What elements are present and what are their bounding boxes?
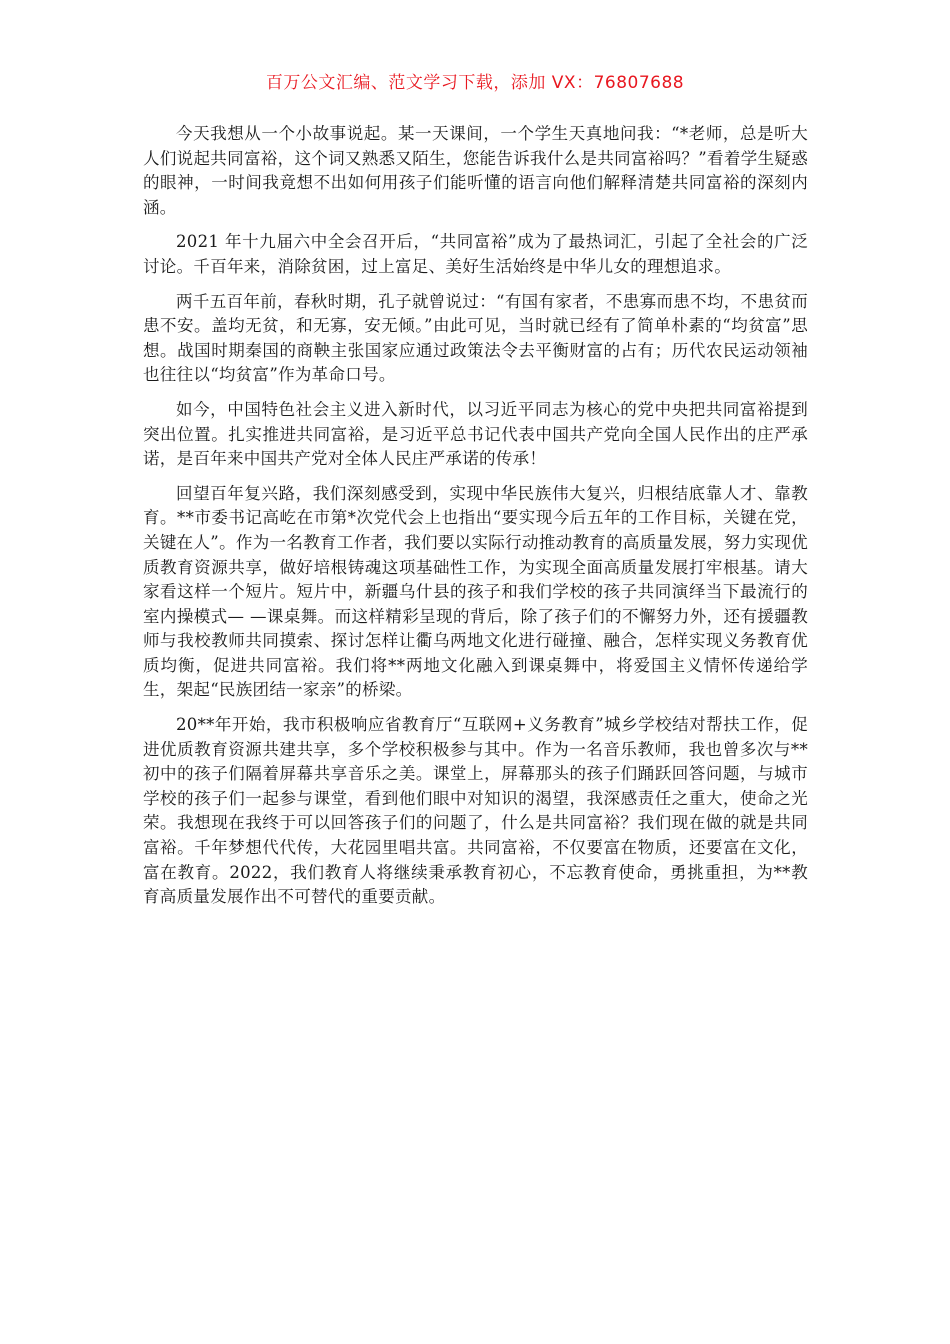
paragraph: 如今，中国特色社会主义进入新时代，以习近平同志为核心的党中央把共同富裕提到突出位置。扎实推进共同富裕，是习近平总书记代表中国共产党向全国人民作出的庄严承诺，是百年来中国共产党对全体人民庄严承诺的传承！	[143, 399, 808, 469]
header-banner: 百万公文汇编、范文学习下载，添加 VX：76807688	[265, 73, 685, 93]
paragraph: 两千五百年前，春秋时期，孔子就曾说过：“有国有家者，不患寡而患不均，不患贫而患不安。盖均无贫，和无寡，安无倾。”由此可见，当时就已经有了简单朴素的“均贫富”思想。战国时期秦国的商鞅主张国家应通过政策法令去平衡财富的占有；历代农民运动领袖也往往以“均贫富”作为革命口号。	[143, 291, 808, 385]
paragraph: 今天我想从一个小故事说起。某一天课间，一个学生天真地问我：“*老师，总是听大人们说起共同富裕，这个词又熟悉又陌生，您能告诉我什么是共同富裕吗？”看着学生疑惑的眼神，一时间我竟想不出如何用孩子们能听懂的语言向他们解释清楚共同富裕的深刻内涵。	[143, 124, 808, 217]
paragraph: 20**年开始，我市积极响应省教育厅“互联网+义务教育”城乡学校结对帮扶工作，促进优质教育资源共建共享，多个学校积极参与其中。作为一名音乐教师，我也曾多次与**初中的孩子们隔着屏幕共享音乐之美。课堂上，屏幕那头的孩子们踊跃回答问题，与城市学校的孩子们一起参与课堂，看到他们眼中对知识的渴望，我深感责任之重大，使命之光荣。我想现在我终于可以回答孩子们的问题了，什么是共同富裕？我们现在做的就是共同富裕。千年梦想代代传，大花园里唱共富。共同富裕，不仅要富在物质，还要富在文化，富在教育。2022，我们教育人将继续秉承教育初心，不忘教育使命，勇挑重担，为**教育高质量发展作出不可替代的重要贡献。	[143, 715, 808, 907]
paragraph: 回望百年复兴路，我们深刻感受到，实现中华民族伟大复兴，归根结底靠人才、靠教育。**市委书记高屹在市第*次党代会上也指出“要实现今后五年的工作目标，关键在党，关键在人”。作为一名教育工作者，我们要以实际行动推动教育的高质量发展，努力实现优质教育资源共享，做好培根铸魂这项基础性工作，为实现全面高质量发展打牢根基。请大家看这样一个短片。短片中，新疆乌什县的孩子和我们学校的孩子共同演绎当下最流行的室内操模式— —课桌舞。而这样精彩呈现的背后，除了孩子们的不懈努力外，还有援疆教师与我校教师共同摸索、探讨怎样让衢乌两地文化进行碰撞、融合，怎样实现义务教育优质均衡，促进共同富裕。我们将**两地文化融入到课桌舞中，将爱国主义情怀传递给学生，架起“民族团结一家亲”的桥梁。	[143, 483, 808, 700]
paragraph: 2021 年十九届六中全会召开后，“共同富裕”成为了最热词汇，引起了全社会的广泛讨论。千百年来，消除贫困，过上富足、美好生活始终是中华儿女的理想追求。	[143, 232, 808, 276]
document-body	[143, 122, 808, 920]
